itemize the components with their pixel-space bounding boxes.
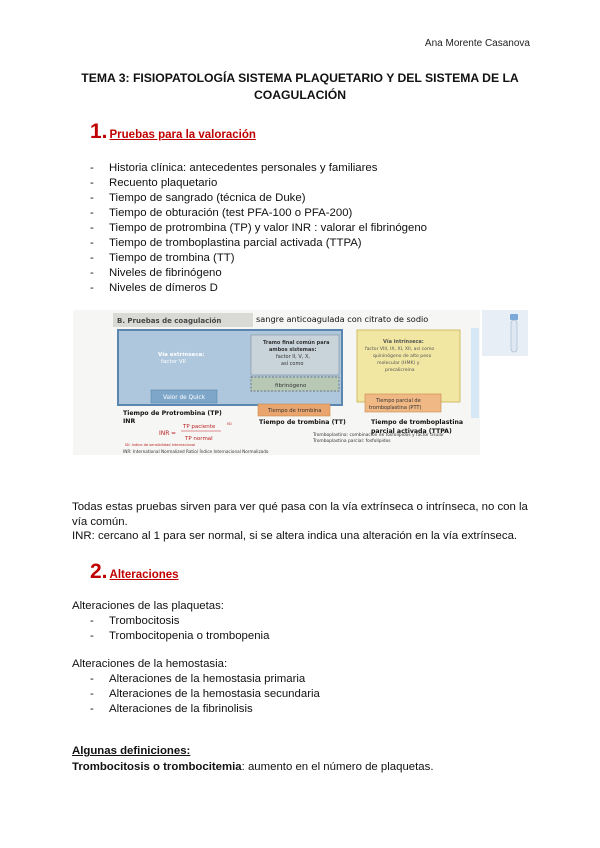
definition-line xyxy=(72,760,434,775)
fibrinogeno-label: fibrinógeno xyxy=(275,383,307,389)
list-item: - Tiempo de obturación (test PFA-100 o PFA-200) xyxy=(90,206,427,221)
ptt-line2: tromboplastina (PTT) xyxy=(369,405,422,411)
right-column-shade xyxy=(471,328,479,418)
paragraph-2: INR: cercano al 1 para ser normal, si se altera indica una alteración en la vía extrínseca. xyxy=(72,530,518,542)
tt-label: Tiempo de trombina (TT) xyxy=(259,419,346,426)
panel-title: B. Pruebas de coagulación xyxy=(117,317,222,325)
ttpa-label-line2: parcial activada (TTPA) xyxy=(371,428,452,435)
via-extrinseca-line2: factor VII xyxy=(161,359,186,365)
section-2-number: 2. xyxy=(90,560,108,583)
list-item: - Niveles de dímeros D xyxy=(90,281,427,296)
section-1-number: 1. xyxy=(90,120,108,143)
list-item: - Tiempo de sangrado (técnica de Duke) xyxy=(90,191,427,206)
definition-term: Trombocitosis o trombocitemia xyxy=(72,761,242,773)
formula-numerator: TP paciente xyxy=(183,424,216,430)
list-item: - Trombocitosis xyxy=(90,614,269,629)
list-item: - Recuento plaquetario xyxy=(90,176,427,191)
list-item: - Trombocitopenia o trombopenia xyxy=(90,629,269,644)
formula-inr: INR xyxy=(159,430,170,437)
tp-label-line1: Tiempo de Protrombina (TP) xyxy=(123,410,222,417)
hemostasis-alterations-list xyxy=(90,672,320,717)
platelet-alterations-label: Alteraciones de las plaquetas: xyxy=(72,600,224,612)
list-item: - Alteraciones de la fibrinolisis xyxy=(90,702,320,717)
list-item: - Tiempo de tromboplastina parcial activada (TTPA) xyxy=(90,236,427,251)
intrinseca-line2: factor VIII, IX, XI, XII, así como xyxy=(365,347,435,352)
tramo-line1: Tramo final común para xyxy=(263,340,330,346)
figure-footnote: INR: International Normalized Ratio/ Índice Internacional Normalizado xyxy=(123,449,269,454)
paragraph-1: Todas estas pruebas sirven para ver qué pasa con la vía extrínseca o intrínseca, no con la vía común. xyxy=(72,501,528,528)
ptt-line1: Tiempo parcial de xyxy=(376,398,421,404)
formula-exponent: ISI xyxy=(227,421,232,426)
intrinseca-line4: molecular (HMK) y xyxy=(377,361,420,366)
list-item: - Tiempo de protrombina (TP) y valor INR : valorar el fibrinógeno xyxy=(90,221,427,236)
section-2-title: Alteraciones xyxy=(109,569,179,581)
platelet-alterations-list xyxy=(90,614,269,644)
list-item: - Niveles de fibrinógeno xyxy=(90,266,427,281)
section-1-title: Pruebas para la valoración xyxy=(109,129,256,141)
top-label: sangre anticoagulada con citrato de sodio xyxy=(256,314,429,324)
tramo-line4: así como xyxy=(281,361,304,367)
tube-image xyxy=(482,310,528,356)
tp-label-line2: INR xyxy=(123,418,136,425)
note-right-1: Tromboplastina: combinación de fosfolípidos y factor tisular xyxy=(313,433,445,438)
author-name: Ana Morente Casanova xyxy=(424,38,530,49)
hemostasis-alterations-label: Alteraciones de la hemostasia: xyxy=(72,658,228,670)
tests-list xyxy=(90,161,427,296)
definitions-heading: Algunas definiciones: xyxy=(72,745,191,757)
svg-text:=: = xyxy=(171,430,177,437)
intrinseca-line1: Vía intrínseca: xyxy=(383,339,424,345)
note-right-2: Tromboplastina parcial: fosfolípidos xyxy=(313,439,391,444)
ttpa-label-line1: Tiempo de tromboplastina xyxy=(371,419,464,426)
section-2-heading xyxy=(90,560,179,584)
intrinseca-line5: precalicreína xyxy=(385,368,415,373)
list-item: - Tiempo de trombina (TT) xyxy=(90,251,427,266)
valor-quick: Valor de Quick xyxy=(163,395,205,401)
formula-denominator: TP normal xyxy=(185,436,213,442)
section-1-heading xyxy=(90,120,256,144)
tiempo-trombina-box: Tiempo de trombina xyxy=(268,408,322,414)
list-item: - Historia clínica: antecedentes personales y familiares xyxy=(90,161,427,176)
list-item: - Alteraciones de la hemostasia primaria xyxy=(90,672,320,687)
definition-text: : aumento en el número de plaquetas. xyxy=(241,761,434,773)
list-item: - Alteraciones de la hemostasia secundaria xyxy=(90,687,320,702)
page-title: TEMA 3: FISIOPATOLOGÍA SISTEMA PLAQUETARIO Y DEL SISTEMA DE LA COAGULACIÓN xyxy=(81,71,519,102)
coagulation-tests-figure xyxy=(73,310,480,455)
via-extrinseca-line1: Vía extrínseca: xyxy=(158,352,205,358)
tramo-line2: ambos sistemas: xyxy=(269,347,317,353)
intrinseca-line3: quininógeno de alto peso xyxy=(373,354,432,359)
formula-note: ISI: índice de sensibilidad internacional xyxy=(125,443,196,447)
tramo-line3: factor II, V, X, xyxy=(276,354,310,360)
